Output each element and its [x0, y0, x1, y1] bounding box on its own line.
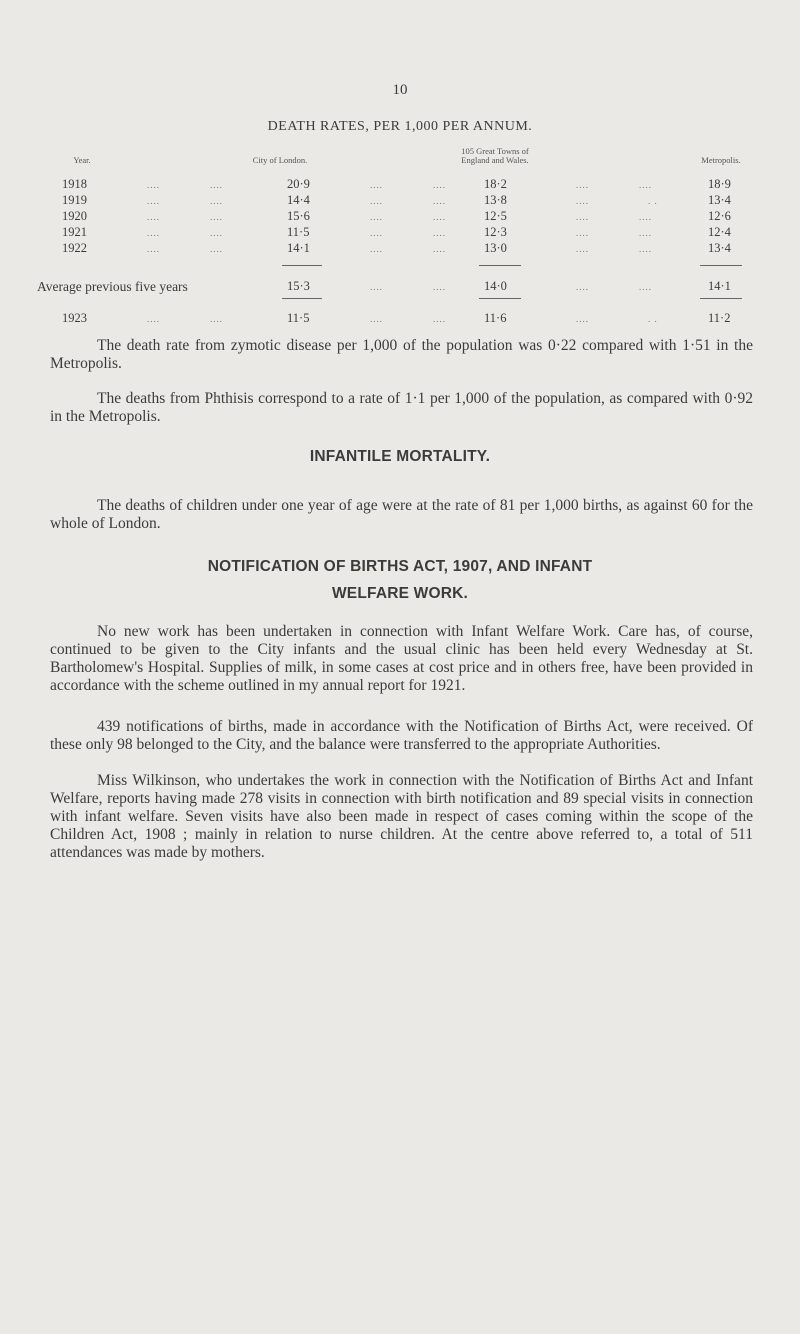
leader-dots: .... — [433, 244, 446, 254]
header-year: Year. — [73, 155, 91, 165]
infantile-text: The deaths of children under one year of age were at the rate of 81 per 1,000 births, as against 60 for the whole of London. — [50, 497, 753, 532]
leader-dots: .... — [370, 314, 383, 324]
leader-dots: .... — [370, 196, 383, 206]
leader-dots: .... — [433, 314, 446, 324]
row-1920-towns: 12·5 — [484, 209, 507, 223]
phthisis-text: The deaths from Phthisis correspond to a rate of 1·1 per 1,000 of the population, as compared with 0·92 in the Metropolis. — [50, 390, 753, 425]
leader-dots: .... — [639, 180, 652, 190]
row-1918-city: 20·9 — [287, 177, 310, 191]
zymotic-text: The death rate from zymotic disease per 1,000 of the population was 0·22 compared with 1·51 in the Metropolis. — [50, 337, 753, 372]
leader-dots: .... — [576, 228, 589, 238]
average-metropolis: 14·1 — [708, 279, 731, 293]
header-metropolis: Metropolis. — [701, 155, 741, 165]
infantile-mortality-heading: INFANTILE MORTALITY. — [309, 448, 491, 465]
average-label: Average previous five years — [37, 279, 188, 294]
leader-dots: .... — [576, 244, 589, 254]
page-number: 10 — [392, 82, 408, 98]
leader-dots: .... — [433, 196, 446, 206]
leader-dots: .... — [210, 244, 223, 254]
row-1921-towns: 12·3 — [484, 225, 507, 239]
welfare-paragraph-3 — [50, 772, 753, 862]
leader-dots: .... — [639, 244, 652, 254]
leader-dots: .... — [370, 228, 383, 238]
notification-heading-line1: NOTIFICATION OF BIRTHS ACT, 1907, AND INFANT — [207, 558, 593, 575]
row-1920-city: 15·6 — [287, 209, 310, 223]
row-1921-year: 1921 — [62, 225, 87, 239]
leader-dots: .... — [576, 196, 589, 206]
leader-dots: .... — [370, 282, 383, 292]
table-rule — [479, 265, 521, 266]
infantile-paragraph — [50, 497, 753, 533]
leader-dots: .... — [210, 196, 223, 206]
row-1919-year: 1919 — [62, 193, 87, 207]
leader-dots: .... — [370, 212, 383, 222]
leader-dots: .... — [147, 314, 160, 324]
leader-dots: .... — [433, 180, 446, 190]
leader-dots: .... — [210, 180, 223, 190]
leader-dots: .... — [576, 314, 589, 324]
header-city: City of London. — [252, 155, 308, 165]
row-1919-city: 14·4 — [287, 193, 310, 207]
table-rule — [282, 265, 322, 266]
row-1918-year: 1918 — [62, 177, 87, 191]
row-1918-towns: 18·2 — [484, 177, 507, 191]
row-1922-towns: 13·0 — [484, 241, 507, 255]
zymotic-paragraph — [50, 337, 753, 373]
leader-dots: .... — [639, 282, 652, 292]
leader-dots: .... — [639, 228, 652, 238]
leader-dots: .... — [576, 282, 589, 292]
leader-dots: .... — [433, 282, 446, 292]
leader-dots: . . — [648, 314, 658, 324]
table-rule — [479, 298, 521, 299]
table-rule — [700, 298, 742, 299]
notification-heading-line2: WELFARE WORK. — [331, 585, 469, 602]
leader-dots: .... — [147, 196, 160, 206]
leader-dots: .... — [147, 212, 160, 222]
leader-dots: .... — [576, 180, 589, 190]
row-1919-towns: 13·8 — [484, 193, 507, 207]
welfare-text-3: Miss Wilkinson, who undertakes the work in connection with the Notification of Births Act and Infant Welfare, reports having made 278 visits in connection with birth notification and 89 special visits in connection with infant welfare. Seven visits have also been made in respect of cases coming within the scope of the Children Act, 1908 ; mainly in relation to nurse children. At the centre above referred to, a total of 511 attendances was made by mothers. — [50, 772, 753, 861]
row-1921-city: 11·5 — [287, 225, 310, 239]
leader-dots: .... — [433, 228, 446, 238]
average-towns: 14·0 — [484, 279, 507, 293]
row-1923-year: 1923 — [62, 311, 87, 325]
table-rule — [700, 265, 742, 266]
row-1922-year: 1922 — [62, 241, 87, 255]
leader-dots: .... — [210, 228, 223, 238]
leader-dots: .... — [370, 244, 383, 254]
leader-dots: .... — [210, 314, 223, 324]
leader-dots: .... — [370, 180, 383, 190]
row-1920-year: 1920 — [62, 209, 87, 223]
row-1923-towns: 11·6 — [484, 311, 507, 325]
header-towns: 105 Great Towns of England and Wales. — [461, 146, 529, 165]
row-1923-metropolis: 11·2 — [708, 311, 731, 325]
row-1922-city: 14·1 — [287, 241, 310, 255]
welfare-paragraph-1 — [50, 623, 753, 695]
leader-dots: .... — [147, 244, 160, 254]
table-rule — [282, 298, 322, 299]
leader-dots: .... — [147, 180, 160, 190]
leader-dots: .... — [433, 212, 446, 222]
row-1920-metropolis: 12·6 — [708, 209, 731, 223]
leader-dots: .... — [576, 212, 589, 222]
row-1918-metropolis: 18·9 — [708, 177, 731, 191]
phthisis-paragraph — [50, 390, 753, 426]
welfare-text-1: No new work has been undertaken in connection with Infant Welfare Work. Care has, of course, continued to be given to the City infants and the usual clinic has been held every Wednesday at St. Bartholomew's Hospital. Supplies of milk, in some cases at cost price and in others free, have been provided in accordance with the scheme outlined in my annual report for 1921. — [50, 623, 753, 694]
welfare-paragraph-2 — [50, 718, 753, 754]
leader-dots: .... — [639, 212, 652, 222]
leader-dots: .... — [147, 228, 160, 238]
row-1922-metropolis: 13·4 — [708, 241, 731, 255]
leader-dots: . . — [648, 196, 658, 206]
leader-dots: .... — [210, 212, 223, 222]
row-1923-city: 11·5 — [287, 311, 310, 325]
average-city: 15·3 — [287, 279, 310, 293]
table-title: DEATH RATES, PER 1,000 PER ANNUM. — [267, 119, 533, 134]
row-1919-metropolis: 13·4 — [708, 193, 731, 207]
row-1921-metropolis: 12·4 — [708, 225, 731, 239]
welfare-text-2: 439 notifications of births, made in accordance with the Notification of Births Act, were received. Of these only 98 belonged to the City, and the balance were transferred to the appropriate Authorities. — [50, 718, 753, 753]
